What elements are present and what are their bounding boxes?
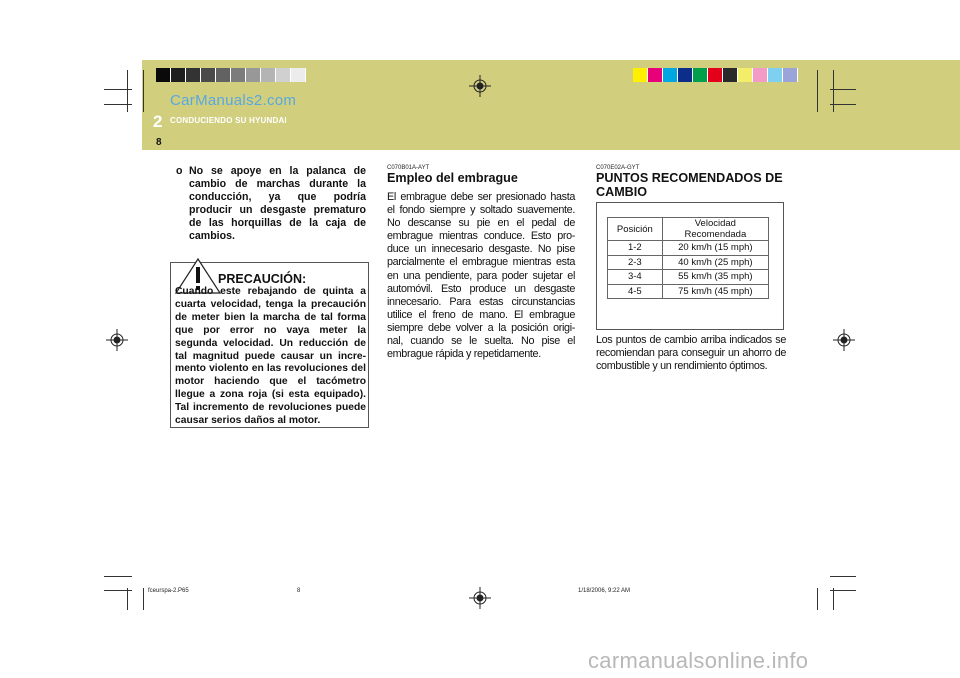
crop-mark	[143, 588, 144, 610]
table-cell-position: 1-2	[608, 241, 663, 256]
table-cell-speed: 55 km/h (35 mph)	[662, 270, 768, 285]
crop-mark	[830, 104, 856, 105]
table-row	[608, 284, 769, 299]
color-swatch	[633, 68, 648, 82]
color-swatch	[201, 68, 216, 82]
color-swatch	[291, 68, 306, 82]
bullet-marker: o	[176, 165, 183, 177]
color-swatch	[678, 68, 693, 82]
watermark-bottom: carmanualsonline.info	[588, 648, 809, 673]
color-swatch	[723, 68, 738, 82]
color-swatch	[753, 68, 768, 82]
shift-points-table	[607, 217, 769, 299]
color-swatch	[663, 68, 678, 82]
section-heading: Empleo del embrague	[387, 171, 518, 185]
caution-text: Cuando este rebajando de quinta a cuarta velocidad, tenga la precaución de meter bien la marcha de tal forma que por error no vaya meter la segunda velocidad. Un reducción de tal magnitud puede causar un incre- mento violento en las revoluciones del motor haciendo que el tacómetro llegue a zona roja (si esta equipado). Tal incremento de revoluciones puede causar serios daños al motor.	[175, 286, 366, 427]
color-swatch	[768, 68, 783, 82]
color-swatch	[261, 68, 276, 82]
color-swatch	[171, 68, 186, 82]
color-swatch	[783, 68, 798, 82]
color-swatch	[708, 68, 723, 82]
table-header-row	[608, 218, 769, 241]
table-header-speed-line2: Recomendada	[684, 229, 747, 240]
color-swatch	[231, 68, 246, 82]
table-header-speed	[662, 218, 768, 241]
color-swatch	[648, 68, 663, 82]
footer-date: 1/18/2006, 9:22 AM	[578, 588, 631, 594]
registration-target-icon	[469, 587, 491, 609]
registration-target-icon	[106, 329, 128, 351]
table-cell-position: 2-3	[608, 255, 663, 270]
crop-mark	[830, 590, 856, 591]
crop-mark	[817, 588, 818, 610]
section-body: El embrague debe ser presionado hasta el fondo siempre y soltado suavemente. No descanse su pie en el pedal de embrague mientras conduce. Esto pro- duce un innecesario desgaste. No pise parcialmente el embrague mientras esta en una pendiente, para poder sujetar el automóvil. Esto produce un desgaste innecesario. Para estas circunstancias utilice el freno de mano. El embrague siempre debe volver a la posición origi- nal, cuando se le suelta. No pise el embrague rápida y repetidamente.	[387, 191, 575, 361]
crop-mark	[830, 89, 856, 90]
chapter-number: 2	[153, 112, 163, 131]
color-swatch	[216, 68, 231, 82]
table-row	[608, 270, 769, 285]
table-header-position: Posición	[608, 218, 663, 241]
table-cell-speed: 20 km/h (15 mph)	[662, 241, 768, 256]
watermark-top: CarManuals2.com	[170, 92, 297, 109]
table-row	[608, 241, 769, 256]
crop-mark	[127, 70, 128, 112]
crop-mark	[833, 70, 834, 112]
crop-mark	[127, 588, 128, 610]
caution-title: PRECAUCIÓN:	[218, 272, 307, 286]
bullet-paragraph	[176, 165, 366, 243]
crop-mark	[817, 70, 818, 112]
footer-page-number: 8	[297, 588, 301, 594]
crop-mark	[104, 104, 132, 105]
color-swatch	[186, 68, 201, 82]
crop-mark	[104, 590, 132, 591]
chapter-title: CONDUCIENDO SU HYUNDAI	[170, 116, 287, 125]
crop-mark	[830, 576, 856, 577]
section-body: Los puntos de cambio arriba indicados se recomiendan para conseguir un ahorro de combustible y un rendimiento óptimos.	[596, 334, 786, 373]
color-swatch	[693, 68, 708, 82]
section-heading: PUNTOS RECOMENDADOS DE CAMBIO	[596, 171, 783, 199]
registration-target-icon	[833, 329, 855, 351]
table-cell-position: 4-5	[608, 284, 663, 299]
color-swatch	[246, 68, 261, 82]
page-number: 8	[156, 137, 162, 148]
bullet-text: No se apoye en la palanca de cambio de marchas durante la conducción, ya que podría producir un desgaste prematuro de las horquillas de la caja de cambios.	[189, 165, 366, 242]
table-cell-speed: 75 km/h (45 mph)	[662, 284, 768, 299]
table-cell-position: 3-4	[608, 270, 663, 285]
table-cell-speed: 40 km/h (25 mph)	[662, 255, 768, 270]
crop-mark	[833, 588, 834, 610]
crop-mark	[104, 576, 132, 577]
caution-box	[170, 262, 369, 428]
table-header-speed-line1: Velocidad	[694, 218, 736, 229]
footer-file-name: fceurspa-2.P65	[148, 588, 189, 594]
process-color-bar	[633, 68, 798, 82]
grayscale-color-bar	[156, 68, 306, 82]
color-swatch	[156, 68, 171, 82]
color-swatch	[276, 68, 291, 82]
crop-mark	[143, 70, 144, 112]
section-code: C070B01A-AYT	[387, 165, 430, 171]
section-code: C070E02A-GYT	[596, 165, 640, 171]
crop-mark	[104, 89, 132, 90]
table-row	[608, 255, 769, 270]
color-swatch	[738, 68, 753, 82]
registration-target-icon	[469, 75, 491, 97]
